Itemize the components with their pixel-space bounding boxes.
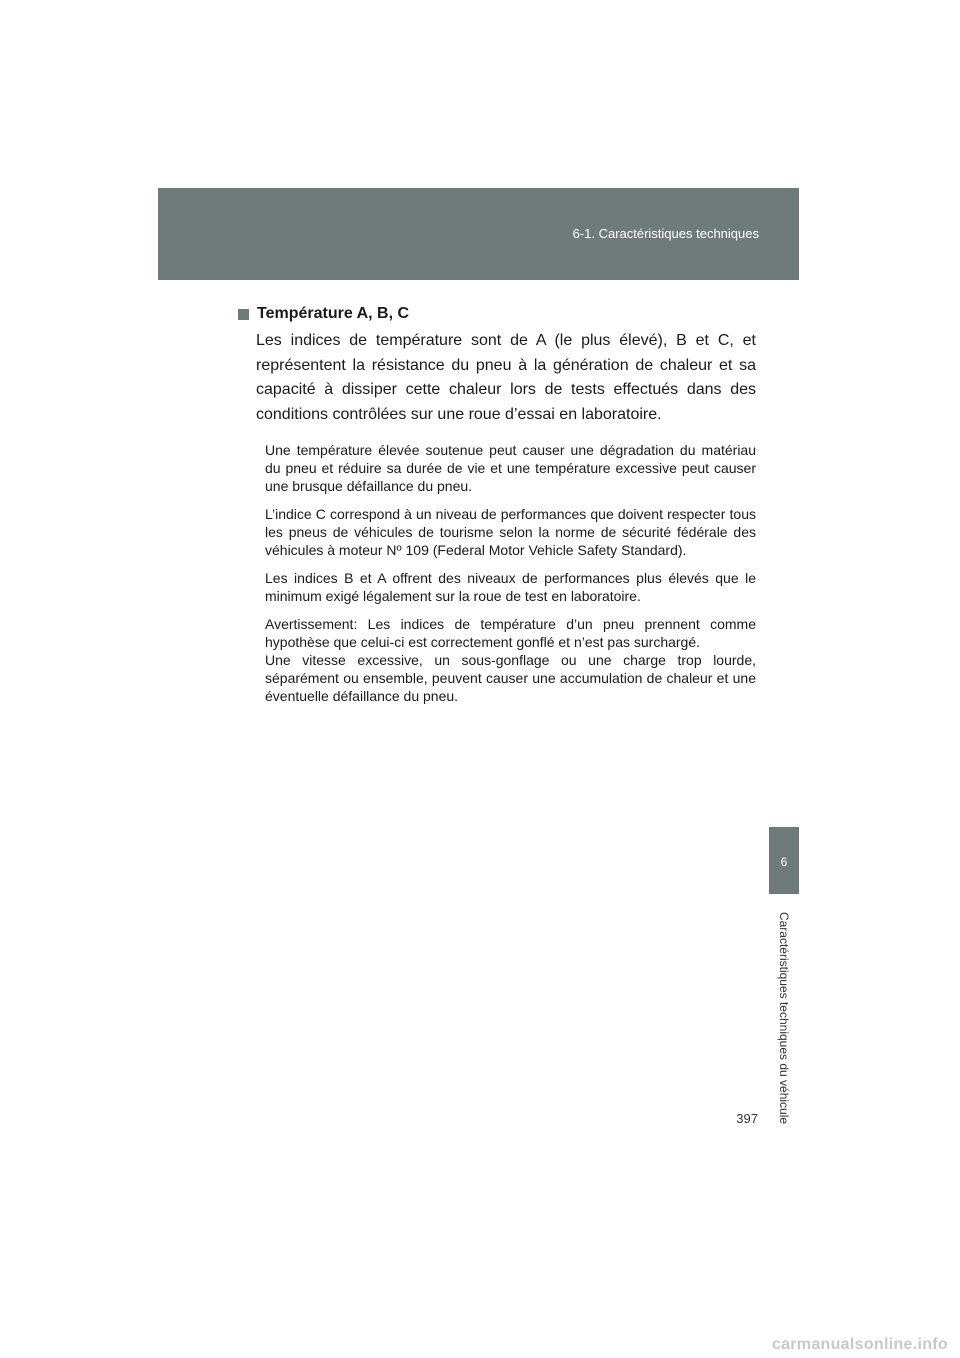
chapter-number: 6 (780, 855, 788, 869)
chapter-title: 6-1. Caractéristiques techniques (572, 226, 759, 241)
note-paragraph: Les indices B et A offrent des niveaux de performances plus élevés que le minimum exigé légalement sur la roue de test en laboratoire. (265, 570, 756, 604)
section-heading (238, 302, 756, 326)
section-heading-text: Température A, B, C (257, 305, 410, 322)
warning-paragraph (265, 615, 756, 705)
chapter-side-tab (769, 827, 799, 894)
note-paragraph: L’indice C correspond à un niveau de performances que doivent respecter tous les pneus de véhicules de tourisme selon la norme de sécurité fédérale des véhicules à moteur Nº 109 (Federal Motor Vehicle Safety Standard). (265, 506, 756, 558)
section-paragraph: Les indices de température sont de A (le plus élevé), B et C, et représentent la résistance du pneu à la génération de chaleur et sa capacité à dissiper cette chaleur lors de tests effectués dans des conditions contrôlées sur une roue d’essai en laboratoire. (256, 332, 756, 423)
page-number: 397 (736, 1111, 758, 1126)
square-bullet-icon (238, 309, 249, 320)
watermark: carmanualsonline.info (771, 1336, 948, 1353)
chapter-side-label: Caractéristiques techniques du véhicule (777, 911, 791, 1125)
warning-line: Avertissement: Les indices de température d’un pneu prennent comme hypothèse que celui-ci est correctement gonflé et n’est pas surchargé. (265, 616, 756, 650)
page-content (238, 302, 756, 705)
note-paragraph: Une température élevée soutenue peut causer une dégradation du matériau du pneu et réduire sa durée de vie et une température excessive peut causer une brusque défaillance du pneu. (265, 442, 756, 494)
chapter-header-bar (158, 188, 799, 280)
warning-line: Une vitesse excessive, un sous-gonflage ou une charge trop lourde, séparément ou ensemble, peuvent causer une accumulation de chaleur et une éventuelle défaillance du pneu. (265, 652, 756, 704)
